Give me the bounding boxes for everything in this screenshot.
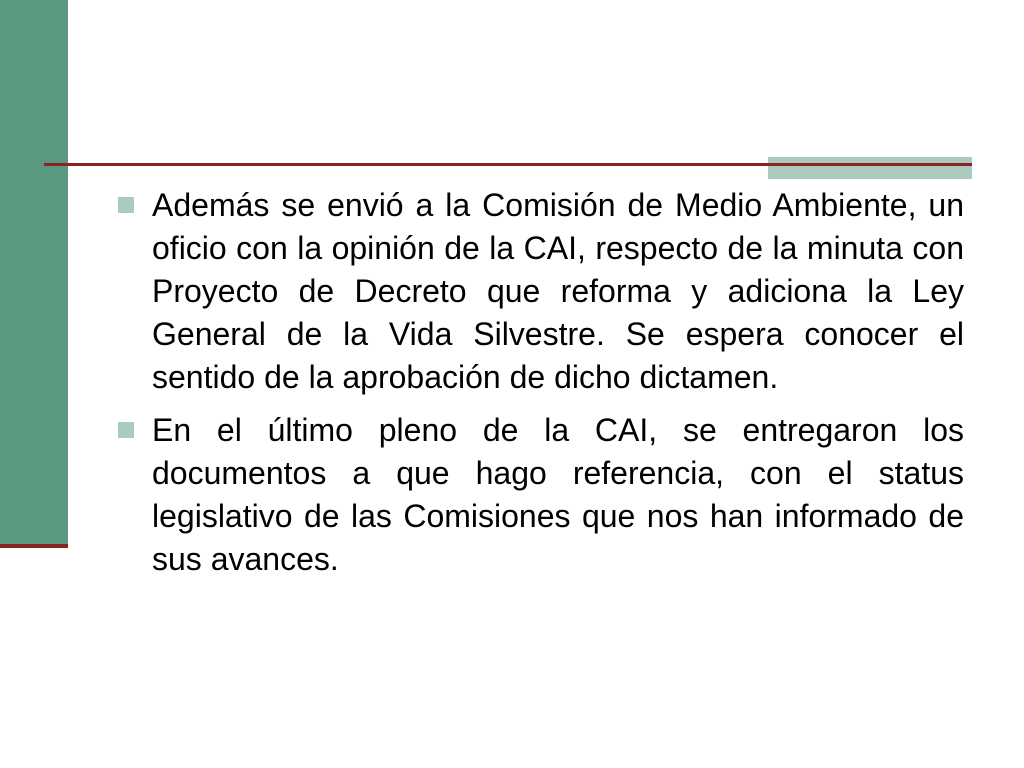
bullet-text: Además se envió a la Comisión de Medio Ambiente, un oficio con la opinión de la CAI, respecto de la minuta con Proyecto de Decreto que reforma y adiciona la Ley General de la Vida Silvestre. Se espera conocer el sentido de la aprobación de dicho dictamen. <box>152 187 964 395</box>
slide-body <box>112 184 964 591</box>
bullet-item <box>112 184 964 399</box>
bullet-item <box>112 409 964 581</box>
accent-stripe-upper <box>768 157 972 163</box>
square-bullet-icon <box>118 197 134 213</box>
bullet-text: En el último pleno de la CAI, se entregaron los documentos a que hago referencia, con el status legislativo de las Comisiones que nos han informado de sus avances. <box>152 412 964 577</box>
accent-stripe-lower <box>768 166 972 179</box>
square-bullet-icon <box>118 422 134 438</box>
left-decorative-bar <box>0 0 68 544</box>
left-bar-underline <box>0 544 68 548</box>
